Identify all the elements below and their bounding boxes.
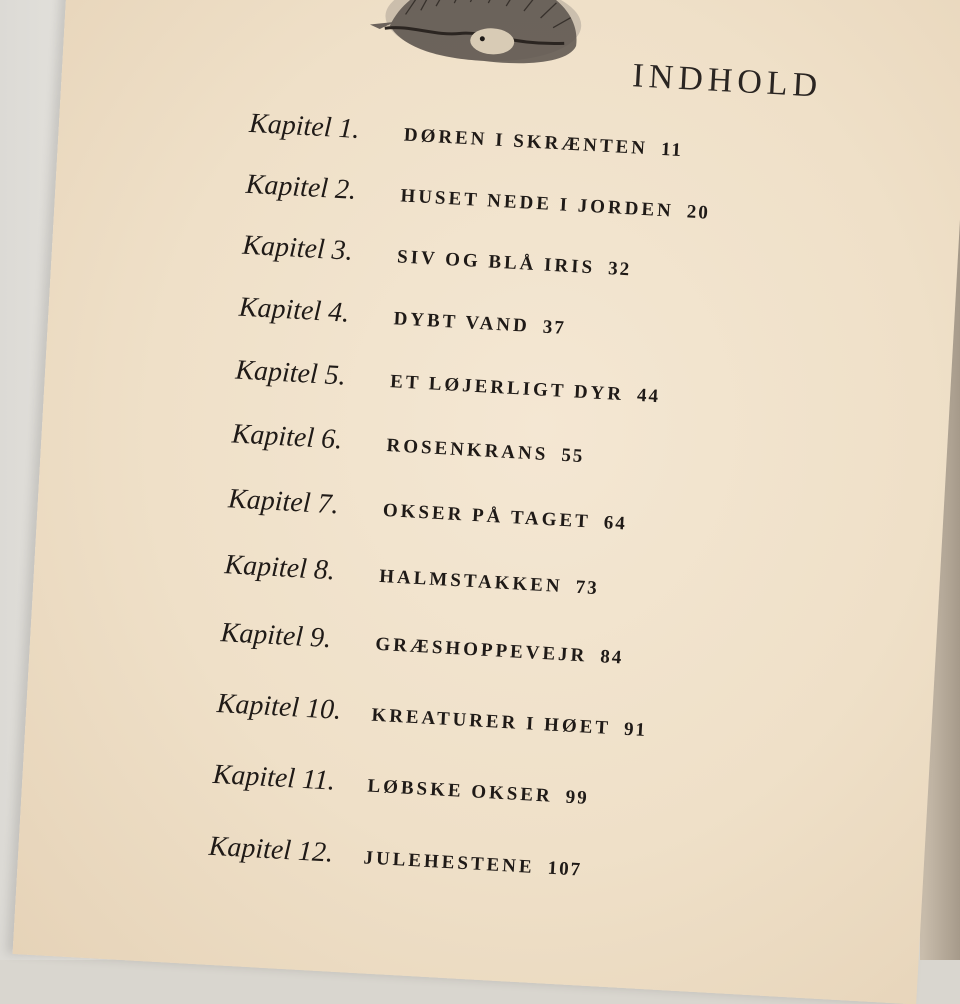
chapter-title: ET LØJERLIGT DYR <box>389 371 625 406</box>
chapter-title: JULEHESTENE <box>362 847 536 878</box>
chapter-title: ROSENKRANS <box>385 435 549 466</box>
toc-entry <box>216 688 648 744</box>
chapter-title: HALMSTAKKEN <box>378 565 564 598</box>
toc-entry <box>248 108 684 164</box>
chapter-page-number: 73 <box>575 576 600 600</box>
chapter-page-number: 99 <box>565 786 590 809</box>
toc-entry <box>242 230 633 284</box>
chapter-page-number: 84 <box>599 646 624 669</box>
chapter-page-number: 11 <box>660 138 684 162</box>
chapter-page-number: 64 <box>603 512 628 535</box>
toc-entry <box>245 169 711 227</box>
toc-entry <box>227 483 627 537</box>
chapter-label: Kapitel 3. <box>241 229 354 267</box>
chapter-label: Kapitel 9. <box>219 617 332 655</box>
hedgehog-icon <box>363 0 598 75</box>
toc-entry <box>235 355 661 411</box>
chapter-label: Kapitel 10. <box>215 687 342 726</box>
chapter-label: Kapitel 11. <box>211 758 336 797</box>
chapter-page-number: 107 <box>547 857 583 881</box>
chapter-title: HUSET NEDE I JORDEN <box>399 185 675 222</box>
toc-entry <box>208 831 583 884</box>
chapter-label: Kapitel 8. <box>223 549 336 587</box>
chapter-title: KREATURER I HØET <box>370 704 612 739</box>
chapter-title: GRÆSHOPPEVEJR <box>374 633 588 667</box>
chapter-page-number: 20 <box>686 201 711 224</box>
chapter-title: DØREN I SKRÆNTEN <box>403 124 649 160</box>
chapter-page-number: 32 <box>607 258 632 281</box>
toc-entry <box>212 759 590 812</box>
chapter-label: Kapitel 12. <box>207 830 334 869</box>
toc-entry <box>224 549 600 602</box>
chapter-page-number: 44 <box>636 384 661 408</box>
chapter-title: DYBT VAND <box>393 308 531 337</box>
book-page <box>13 0 960 1004</box>
page-title: INDHOLD <box>631 57 824 105</box>
toc-entry <box>220 617 624 671</box>
chapter-label: Kapitel 4. <box>238 291 351 329</box>
toc-entry <box>231 418 585 470</box>
toc-entry <box>238 292 567 342</box>
chapter-title: LØBSKE OKSER <box>366 775 554 807</box>
chapter-label: Kapitel 1. <box>248 107 361 146</box>
chapter-title: SIV OG BLÅ IRIS <box>396 246 596 279</box>
chapter-label: Kapitel 7. <box>227 483 340 521</box>
chapter-page-number: 37 <box>542 316 567 339</box>
chapter-title: OKSER PÅ TAGET <box>382 499 592 533</box>
chapter-page-number: 91 <box>623 718 648 742</box>
chapter-label: Kapitel 2. <box>244 168 357 206</box>
chapter-page-number: 55 <box>560 444 585 468</box>
chapter-label: Kapitel 6. <box>231 418 344 456</box>
chapter-label: Kapitel 5. <box>234 354 347 392</box>
